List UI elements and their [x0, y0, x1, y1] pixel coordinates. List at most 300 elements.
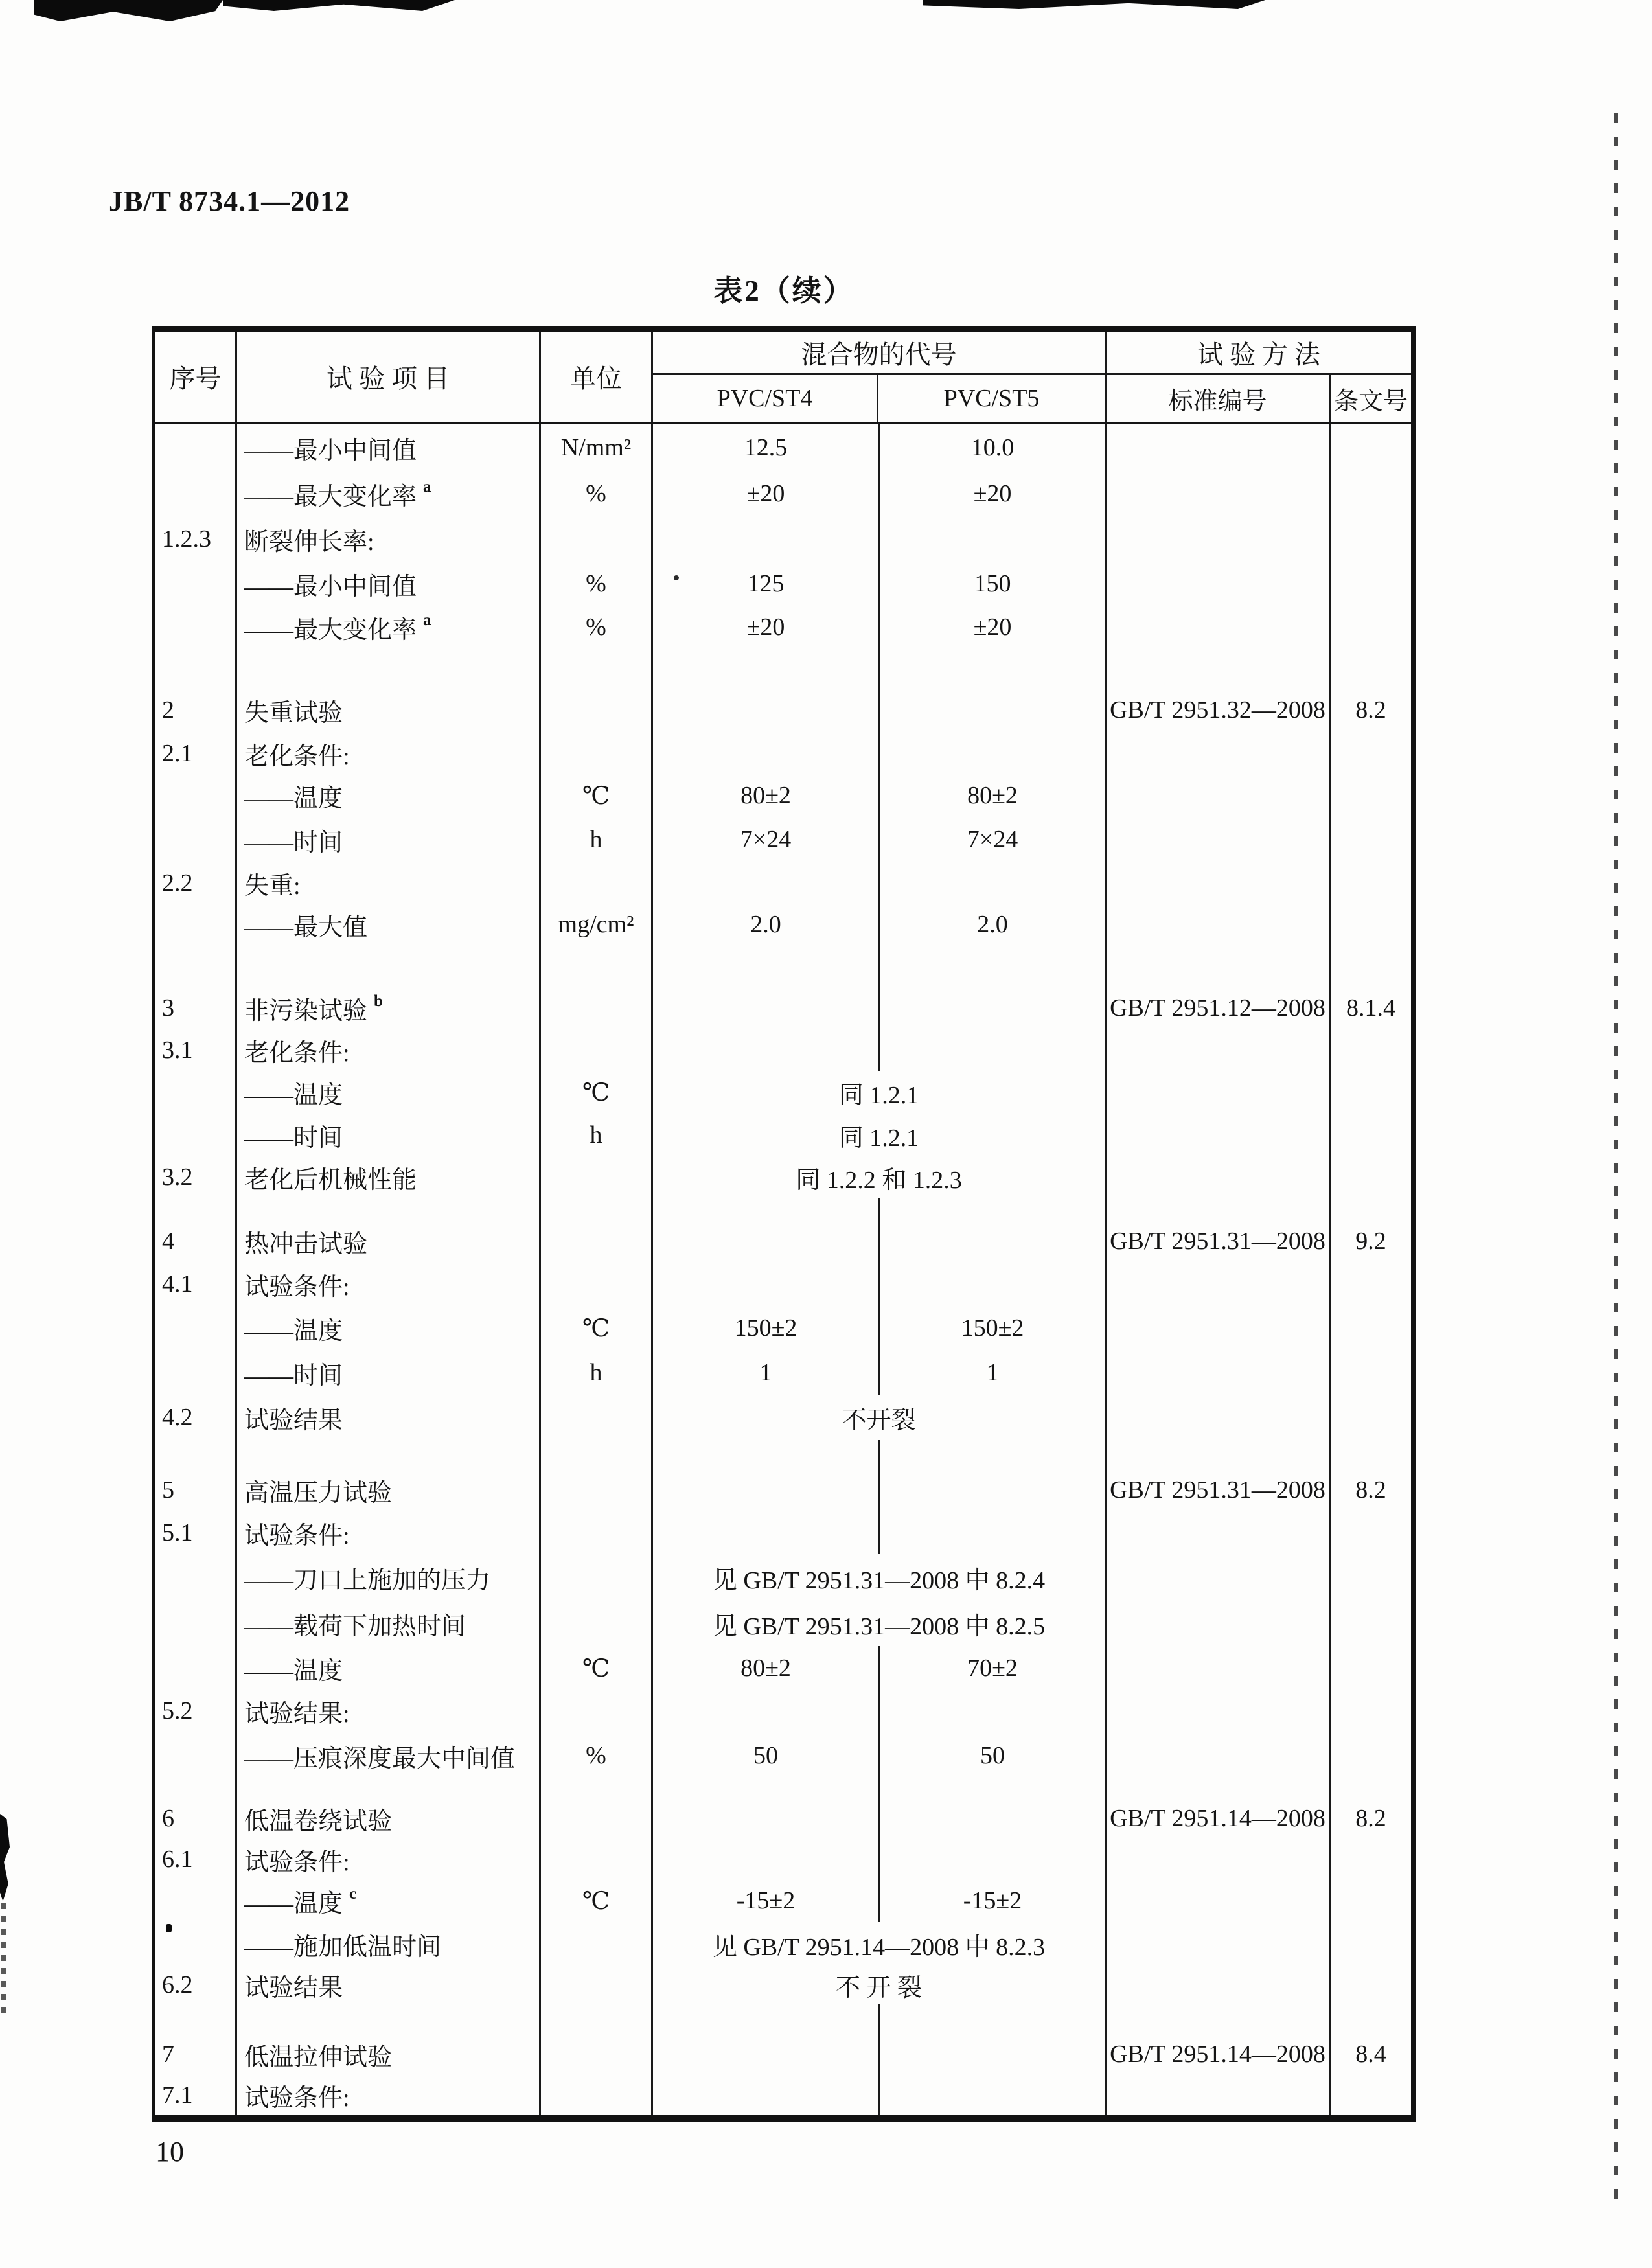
- value-pvc-st4: 12.5: [653, 424, 880, 471]
- row-number: 4.1: [155, 1263, 237, 1305]
- row-number: 5.1: [155, 1511, 237, 1554]
- clause-number: [1331, 1440, 1411, 1469]
- row-number: 7.1: [155, 2075, 237, 2115]
- test-item: [237, 1780, 541, 1798]
- table-row: [155, 2075, 1411, 2115]
- clause-number: [1331, 2004, 1411, 2033]
- test-item: 老化条件:: [237, 1029, 541, 1071]
- test-item: 试验条件:: [237, 1839, 541, 1879]
- value-pvc-st5: [880, 1220, 1107, 1263]
- clause-number: [1331, 1351, 1411, 1395]
- value-pvc-st4: [653, 516, 880, 562]
- standard-number: [1107, 2004, 1331, 2033]
- unit-cell: [541, 1780, 653, 1798]
- unit-cell: %: [541, 606, 653, 648]
- value-span: 同 1.2.1: [653, 1114, 1107, 1156]
- unit-cell: [541, 1220, 653, 1263]
- test-item: ——温度: [237, 1305, 541, 1351]
- value-pvc-st4: ±20: [653, 606, 880, 648]
- unit-cell: [541, 1966, 653, 2004]
- table-row: [155, 471, 1411, 516]
- row-number: 5: [155, 1469, 237, 1511]
- unit-cell: [541, 2033, 653, 2075]
- row-number: [155, 424, 237, 471]
- clause-number: [1331, 1071, 1411, 1114]
- scan-artifact-dot: [166, 1924, 172, 1932]
- value-pvc-st5: [880, 1440, 1107, 1469]
- clause-number: [1331, 1646, 1411, 1690]
- row-number: [155, 2004, 237, 2033]
- standard-number: [1107, 2075, 1331, 2115]
- test-item: [237, 2004, 541, 2033]
- header-pvc-st5: PVC/ST5: [943, 385, 1040, 412]
- table-body: [155, 424, 1411, 2115]
- unit-cell: [541, 1798, 653, 1839]
- test-item: ——最大变化率 $^a$: [237, 606, 541, 648]
- clause-number: [1331, 1511, 1411, 1554]
- test-item: 非污染试验 $^b$: [237, 987, 541, 1029]
- table-row: [155, 1440, 1411, 1469]
- table-row: [155, 1114, 1411, 1156]
- value-pvc-st4: [653, 1029, 880, 1071]
- value-pvc-st4: [653, 987, 880, 1029]
- table-row: [155, 1922, 1411, 1966]
- clause-number: [1331, 1839, 1411, 1879]
- value-pvc-st5: 50: [880, 1732, 1107, 1780]
- clause-number: [1331, 1198, 1411, 1220]
- value-pvc-st4: [653, 1440, 880, 1469]
- table-row: [155, 606, 1411, 648]
- test-item: ——时间: [237, 817, 541, 862]
- value-pvc-st4: 125: [653, 562, 880, 606]
- header-mixture-group: [653, 332, 1107, 422]
- standard-number: GB/T 2951.14—2008: [1107, 2033, 1331, 2075]
- standard-number: GB/T 2951.14—2008: [1107, 1798, 1331, 1839]
- clause-number: [1331, 1114, 1411, 1156]
- unit-cell: ℃: [541, 1305, 653, 1351]
- row-number: 1.2.3: [155, 516, 237, 562]
- standard-number: [1107, 1263, 1331, 1305]
- value-pvc-st5: [880, 2004, 1107, 2033]
- table-row: [155, 1511, 1411, 1554]
- value-pvc-st5: [880, 945, 1107, 987]
- value-pvc-st5: 70±2: [880, 1646, 1107, 1690]
- unit-cell: [541, 987, 653, 1029]
- row-number: [155, 1879, 237, 1922]
- unit-cell: [541, 1263, 653, 1305]
- table-row: [155, 1263, 1411, 1305]
- table-row: [155, 1780, 1411, 1798]
- row-number: 2.2: [155, 862, 237, 904]
- value-pvc-st5: [880, 2075, 1107, 2115]
- standard-number: GB/T 2951.32—2008: [1107, 687, 1331, 733]
- value-pvc-st4: [653, 2033, 880, 2075]
- test-item: ——最大变化率 $^a$: [237, 471, 541, 516]
- standard-number: GB/T 2951.31—2008: [1107, 1220, 1331, 1263]
- value-span: 见 GB/T 2951.31—2008 中 8.2.4: [653, 1554, 1107, 1601]
- unit-cell: ℃: [541, 1071, 653, 1114]
- clause-number: [1331, 1780, 1411, 1798]
- test-item: 老化后机械性能: [237, 1156, 541, 1198]
- clause-number: [1331, 1263, 1411, 1305]
- table-row: [155, 1798, 1411, 1839]
- value-pvc-st5: -15±2: [880, 1879, 1107, 1922]
- unit-cell: h: [541, 1351, 653, 1395]
- standard-number: [1107, 562, 1331, 606]
- table-row: [155, 1395, 1411, 1440]
- value-pvc-st5: [880, 2033, 1107, 2075]
- table-row: [155, 1351, 1411, 1395]
- clause-number: [1331, 648, 1411, 687]
- standard-number: [1107, 1690, 1331, 1732]
- scan-artifact-dot-2: [674, 575, 679, 580]
- table-row: [155, 817, 1411, 862]
- value-pvc-st4: -15±2: [653, 1879, 880, 1922]
- clause-number: [1331, 1029, 1411, 1071]
- clause-number: 8.1.4: [1346, 994, 1395, 1022]
- table-row: [155, 1469, 1411, 1511]
- header-test-item: 试 验 项 目: [237, 332, 541, 422]
- row-number: [155, 1732, 237, 1780]
- clause-number: [1331, 606, 1411, 648]
- value-pvc-st5: [880, 687, 1107, 733]
- table-row: [155, 1156, 1411, 1198]
- table-row: [155, 862, 1411, 904]
- test-item: ——压痕深度最大中间值: [237, 1732, 541, 1780]
- unit-cell: [541, 2004, 653, 2033]
- clause-number: [1331, 562, 1411, 606]
- row-number: [155, 606, 237, 648]
- value-pvc-st5: [880, 1198, 1107, 1220]
- value-span: 不 开 裂: [653, 1966, 1107, 2004]
- unit-cell: [541, 1601, 653, 1646]
- unit-cell: [541, 1395, 653, 1440]
- row-number: [155, 1601, 237, 1646]
- row-number: [155, 1440, 237, 1469]
- test-item: ——温度: [237, 1071, 541, 1114]
- unit-cell: [541, 1198, 653, 1220]
- value-pvc-st5: 7×24: [880, 817, 1107, 862]
- header-no: 序号: [155, 332, 237, 422]
- clause-number: 8.2: [1355, 696, 1386, 724]
- standard-number: [1107, 817, 1331, 862]
- unit-cell: ℃: [541, 1879, 653, 1922]
- test-item: 试验条件:: [237, 1263, 541, 1305]
- standard-number: [1107, 1351, 1331, 1395]
- test-item: ——刀口上施加的压力: [237, 1554, 541, 1601]
- test-item: 失重:: [237, 862, 541, 904]
- clause-number: [1331, 1395, 1411, 1440]
- standard-number: [1107, 516, 1331, 562]
- test-item: 低温拉伸试验: [237, 2033, 541, 2075]
- standard-number: [1107, 1305, 1331, 1351]
- clause-number: 9.2: [1355, 1228, 1386, 1255]
- test-item: ——最小中间值: [237, 562, 541, 606]
- table-row: [155, 516, 1411, 562]
- standard-number: [1107, 945, 1331, 987]
- clause-number: [1331, 471, 1411, 516]
- unit-cell: [541, 1922, 653, 1966]
- unit-cell: ℃: [541, 1646, 653, 1690]
- unit-cell: [541, 1156, 653, 1198]
- row-number: [155, 1554, 237, 1601]
- test-item: 断裂伸长率:: [237, 516, 541, 562]
- test-item: ——温度 $^c$: [237, 1879, 541, 1922]
- clause-number: [1331, 1690, 1411, 1732]
- clause-number: [1331, 2075, 1411, 2115]
- value-span: 见 GB/T 2951.31—2008 中 8.2.5: [653, 1601, 1107, 1646]
- table-row: [155, 774, 1411, 817]
- scan-artifact-top-right: [923, 0, 1265, 9]
- value-pvc-st5: [880, 733, 1107, 774]
- table-row: [155, 2033, 1411, 2075]
- standard-number: [1107, 1029, 1331, 1071]
- test-item: 试验结果: [237, 1966, 541, 2004]
- test-item: 失重试验: [237, 687, 541, 733]
- row-number: 6.1: [155, 1839, 237, 1879]
- scan-artifact-left-edge-2: [1, 1903, 6, 2013]
- unit-cell: [541, 1554, 653, 1601]
- unit-cell: mg/cm²: [541, 904, 653, 945]
- value-pvc-st4: [653, 1511, 880, 1554]
- clause-number: [1331, 1879, 1411, 1922]
- row-number: [155, 1071, 237, 1114]
- header-standard-number: 标准编号: [1107, 375, 1331, 422]
- table-title: 表2（续）: [713, 275, 855, 307]
- standard-number: GB/T 2951.31—2008: [1107, 1469, 1331, 1511]
- test-item: 低温卷绕试验: [237, 1798, 541, 1839]
- table-row: [155, 2004, 1411, 2033]
- value-pvc-st4: [653, 945, 880, 987]
- test-item: 试验条件:: [237, 2075, 541, 2115]
- test-item: 高温压力试验: [237, 1469, 541, 1511]
- value-pvc-st5: 10.0: [880, 424, 1107, 471]
- value-pvc-st4: 7×24: [653, 817, 880, 862]
- unit-cell: h: [541, 817, 653, 862]
- unit-cell: [541, 2075, 653, 2115]
- header-test-method: 试 验 方 法: [1107, 332, 1411, 375]
- unit-cell: ℃: [541, 774, 653, 817]
- value-span: 不开裂: [653, 1395, 1107, 1440]
- row-number: 7: [155, 2033, 237, 2075]
- value-pvc-st4: [653, 1780, 880, 1798]
- clause-number: [1331, 424, 1411, 471]
- clause-number: 8.2: [1355, 1476, 1386, 1504]
- document-number: JB/T 8734.1—2012: [109, 185, 350, 217]
- value-pvc-st4: [653, 1469, 880, 1511]
- test-item: 老化条件:: [237, 733, 541, 774]
- test-item: ——最大值: [237, 904, 541, 945]
- value-span: 见 GB/T 2951.14—2008 中 8.2.3: [653, 1922, 1107, 1966]
- test-item: ——温度: [237, 1646, 541, 1690]
- value-pvc-st5: [880, 1798, 1107, 1839]
- clause-number: [1331, 774, 1411, 817]
- value-pvc-st4: [653, 648, 880, 687]
- test-item: [237, 945, 541, 987]
- unit-cell: [541, 687, 653, 733]
- clause-number: [1331, 1732, 1411, 1780]
- value-pvc-st5: [880, 648, 1107, 687]
- table-row: [155, 1198, 1411, 1220]
- value-pvc-st4: [653, 862, 880, 904]
- test-item: [237, 1198, 541, 1220]
- clause-number: [1331, 1156, 1411, 1198]
- test-item: ——温度: [237, 774, 541, 817]
- standard-number: [1107, 1114, 1331, 1156]
- standard-number: [1107, 1839, 1331, 1879]
- value-pvc-st5: [880, 1780, 1107, 1798]
- row-number: [155, 904, 237, 945]
- clause-number: [1331, 1305, 1411, 1351]
- value-pvc-st5: 150: [880, 562, 1107, 606]
- value-pvc-st5: [880, 862, 1107, 904]
- row-number: 6: [155, 1798, 237, 1839]
- clause-number: [1331, 733, 1411, 774]
- table-row: [155, 1839, 1411, 1879]
- table-row: [155, 1554, 1411, 1601]
- row-number: [155, 1780, 237, 1798]
- clause-number: [1331, 1601, 1411, 1646]
- table-row: [155, 1601, 1411, 1646]
- table-row: [155, 1071, 1411, 1114]
- scan-artifact-top-left-2: [223, 0, 455, 11]
- value-pvc-st5: ±20: [880, 606, 1107, 648]
- standard-number: [1107, 1780, 1331, 1798]
- standard-number: [1107, 1966, 1331, 2004]
- row-number: 3.2: [155, 1156, 237, 1198]
- scan-artifact-right-edge: [1614, 113, 1618, 2212]
- value-pvc-st4: [653, 2004, 880, 2033]
- value-pvc-st4: [653, 1798, 880, 1839]
- clause-number: [1331, 1922, 1411, 1966]
- table-row: [155, 904, 1411, 945]
- unit-cell: [541, 1029, 653, 1071]
- value-pvc-st4: [653, 1690, 880, 1732]
- standard-number: [1107, 1511, 1331, 1554]
- standard-number: [1107, 424, 1331, 471]
- standard-number: [1107, 1879, 1331, 1922]
- value-pvc-st4: [653, 1263, 880, 1305]
- value-pvc-st4: 150±2: [653, 1305, 880, 1351]
- header-clause-number: 条文号: [1333, 387, 1408, 415]
- row-number: [155, 1114, 237, 1156]
- value-pvc-st4: [653, 733, 880, 774]
- value-pvc-st5: [880, 987, 1107, 1029]
- unit-cell: [541, 1511, 653, 1554]
- value-pvc-st5: [880, 1029, 1107, 1071]
- test-item: ——时间: [237, 1351, 541, 1395]
- standard-number: [1107, 471, 1331, 516]
- row-number: [155, 1646, 237, 1690]
- standard-number: [1107, 1395, 1331, 1440]
- table-row: [155, 687, 1411, 733]
- row-number: 6.2: [155, 1966, 237, 2004]
- value-pvc-st4: [653, 1220, 880, 1263]
- standard-number: [1107, 1922, 1331, 1966]
- page-number: 10: [155, 2136, 184, 2168]
- table-row: [155, 1690, 1411, 1732]
- row-number: [155, 1351, 237, 1395]
- unit-cell: [541, 862, 653, 904]
- clause-number: 8.2: [1355, 1805, 1386, 1832]
- clause-number: [1331, 1554, 1411, 1601]
- row-number: 5.2: [155, 1690, 237, 1732]
- header-pvc-st4: PVC/ST4: [653, 375, 878, 422]
- standard-number: [1107, 1198, 1331, 1220]
- value-pvc-st5: [880, 1511, 1107, 1554]
- value-pvc-st4: [653, 1839, 880, 1879]
- value-pvc-st4: 1: [653, 1351, 880, 1395]
- unit-cell: N/mm²: [541, 424, 653, 471]
- value-span: 同 1.2.2 和 1.2.3: [653, 1156, 1107, 1198]
- row-number: 2.1: [155, 733, 237, 774]
- value-pvc-st5: [880, 1263, 1107, 1305]
- row-number: [155, 471, 237, 516]
- header-method-group: [1107, 332, 1411, 422]
- row-number: [155, 1305, 237, 1351]
- test-item: 试验条件:: [237, 1511, 541, 1554]
- row-number: 3: [155, 987, 237, 1029]
- row-number: [155, 1198, 237, 1220]
- unit-cell: h: [541, 1114, 653, 1156]
- standard-number: [1107, 606, 1331, 648]
- unit-cell: [541, 516, 653, 562]
- row-number: [155, 648, 237, 687]
- row-number: 3.1: [155, 1029, 237, 1071]
- value-pvc-st5: 150±2: [880, 1305, 1107, 1351]
- clause-number: 8.4: [1355, 2041, 1386, 2068]
- test-item: 试验结果: [237, 1395, 541, 1440]
- standard-number: [1107, 1440, 1331, 1469]
- scan-artifact-left-edge: [0, 1814, 10, 1901]
- unit-cell: [541, 1469, 653, 1511]
- standard-number: [1107, 862, 1331, 904]
- test-item: ——载荷下加热时间: [237, 1601, 541, 1646]
- table-row: [155, 1879, 1411, 1922]
- standard-number: [1107, 733, 1331, 774]
- clause-number: [1331, 516, 1411, 562]
- value-pvc-st4: [653, 687, 880, 733]
- value-pvc-st5: [880, 516, 1107, 562]
- row-number: [155, 817, 237, 862]
- row-number: [155, 945, 237, 987]
- clause-number: [1331, 817, 1411, 862]
- test-table: [152, 326, 1416, 2122]
- table-row: [155, 1029, 1411, 1071]
- value-pvc-st4: 50: [653, 1732, 880, 1780]
- value-pvc-st4: ±20: [653, 471, 880, 516]
- standard-number: [1107, 904, 1331, 945]
- table-row: [155, 1305, 1411, 1351]
- standard-number: [1107, 1646, 1331, 1690]
- standard-number: [1107, 1601, 1331, 1646]
- test-item: ——最小中间值: [237, 424, 541, 471]
- value-pvc-st4: 2.0: [653, 904, 880, 945]
- test-item: ——时间: [237, 1114, 541, 1156]
- unit-cell: [541, 648, 653, 687]
- table-row: [155, 733, 1411, 774]
- value-pvc-st5: [880, 1839, 1107, 1879]
- standard-number: GB/T 2951.12—2008: [1107, 987, 1331, 1029]
- row-number: 4: [155, 1220, 237, 1263]
- test-item: 热冲击试验: [237, 1220, 541, 1263]
- table-row: [155, 1732, 1411, 1780]
- row-number: 4.2: [155, 1395, 237, 1440]
- table-row: [155, 562, 1411, 606]
- value-span: 同 1.2.1: [653, 1071, 1107, 1114]
- table-row: [155, 1966, 1411, 2004]
- value-pvc-st5: 80±2: [880, 774, 1107, 817]
